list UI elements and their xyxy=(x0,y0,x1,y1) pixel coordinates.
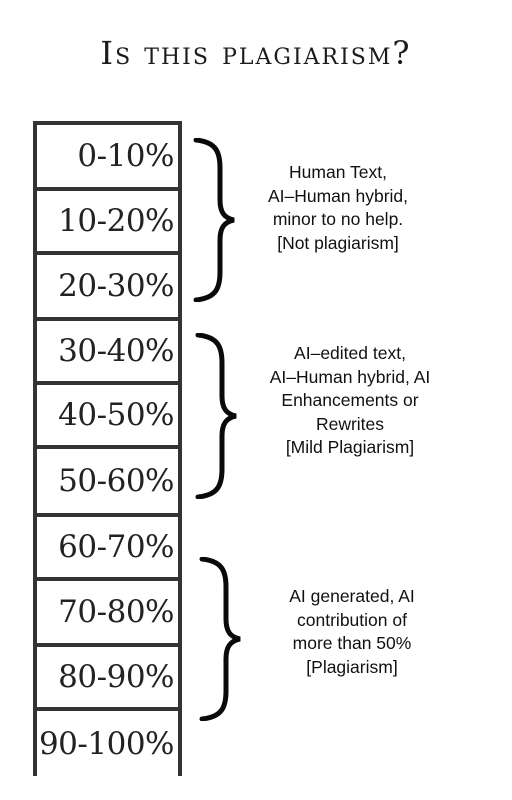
category-mild-plagiarism xyxy=(240,342,460,460)
category-line: Enhancements or xyxy=(281,390,419,410)
range-cell-90-100: 90-100% xyxy=(38,725,174,762)
category-line: [Not plagiarism] xyxy=(277,232,399,253)
range-cell-50-60: 50-60% xyxy=(37,449,178,517)
category-line: Human Text, xyxy=(289,162,387,182)
category-line: more than 50% xyxy=(292,633,412,653)
category-line: Rewrites xyxy=(315,413,385,434)
category-line: AI generated, AI xyxy=(289,586,415,606)
range-cell-60-70: 60-70% xyxy=(37,517,178,581)
range-cell-40-50: 40-50% xyxy=(37,385,178,449)
range-cell-20-30: 20-30% xyxy=(37,255,178,321)
category-plagiarism xyxy=(252,585,452,679)
curly-brace-icon xyxy=(190,138,238,302)
category-line: contribution of xyxy=(297,609,407,630)
category-line: minor to no help. xyxy=(272,209,404,229)
range-cell-30-40: 30-40% xyxy=(37,321,178,385)
range-cell-80-90: 80-90% xyxy=(37,647,178,711)
range-cell-70-80: 70-80% xyxy=(37,581,178,647)
curly-brace-icon xyxy=(192,333,240,499)
category-line: [Plagiarism] xyxy=(306,656,398,677)
category-not-plagiarism xyxy=(238,161,438,255)
range-cell-10-20: 10-20% xyxy=(37,191,178,255)
range-cell-0-10: 0-10% xyxy=(37,125,178,191)
category-line: AI–edited text, xyxy=(294,343,406,363)
category-line: AI–Human hybrid, AI xyxy=(269,366,431,387)
category-line: [Mild Plagiarism] xyxy=(285,437,415,457)
page-title: Is this plagiarism? xyxy=(100,34,412,72)
percentage-range-column xyxy=(33,121,182,776)
category-line: AI–Human hybrid, xyxy=(267,185,409,206)
curly-brace-icon xyxy=(196,557,244,721)
